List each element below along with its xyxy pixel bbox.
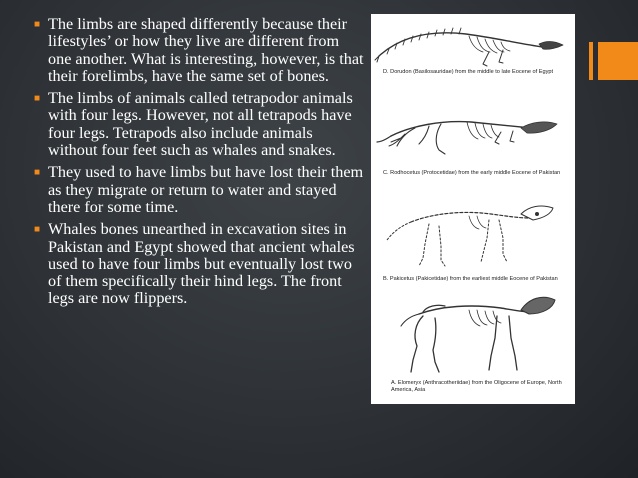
square-bullet-icon: ■ [34,167,41,179]
caption-rodhocetus: C. Rodhocetus (Protocetidae) from the early middle Eocene of Pakistan [383,170,561,176]
bullet-text: The limbs of animals called tetrapodor animals with four legs. However, not all tetrapods have four legs. Tetrapods also include animals without four feet such as whales and snakes. [48,89,353,160]
pakicetus-skeleton-icon [387,206,553,266]
bullet-text: They used to have limbs but have lost their them as they migrate or return to water and stayed there for some time. [48,163,364,216]
bullet-list [34,16,364,313]
caption-elomeryx: A. Elomeryx (Anthracotheriidae) from the Oligocene of Europe, North America, Asia [391,380,562,393]
bullet-text: The limbs are shaped differently because their lifestyles’ or how they live are different from one another. What is interesting, however, is that their forelimbs, have the same set of bones. [48,15,364,85]
caption-pakicetus: B. Pakicetus (Pakicetidae) from the earliest middle Eocene of Pakistan [383,276,558,282]
bullet-item [34,164,364,216]
accent-bar [589,42,593,80]
square-bullet-icon: ■ [34,224,41,236]
square-bullet-icon: ■ [34,93,41,105]
bullet-item [34,90,364,159]
rodhocetus-skeleton-icon [377,122,557,154]
square-bullet-icon: ■ [34,19,41,30]
bullet-item [34,221,364,307]
caption-dorudon: D. Dorudon (Basilosauridae) from the middle to late Eocene of Egypt [383,69,554,75]
bullet-text: Whales bones unearthed in excavation sites in Pakistan and Egypt showed that ancient whales used to have four limbs but eventually lost two of them specifically their hind legs. The front legs are now flippers. [48,220,355,308]
whale-evolution-figure [371,14,575,404]
accent-block [598,42,638,80]
dorudon-skeleton-icon [375,28,563,66]
bullet-item [34,16,364,85]
elomeryx-skeleton-icon [401,297,555,372]
